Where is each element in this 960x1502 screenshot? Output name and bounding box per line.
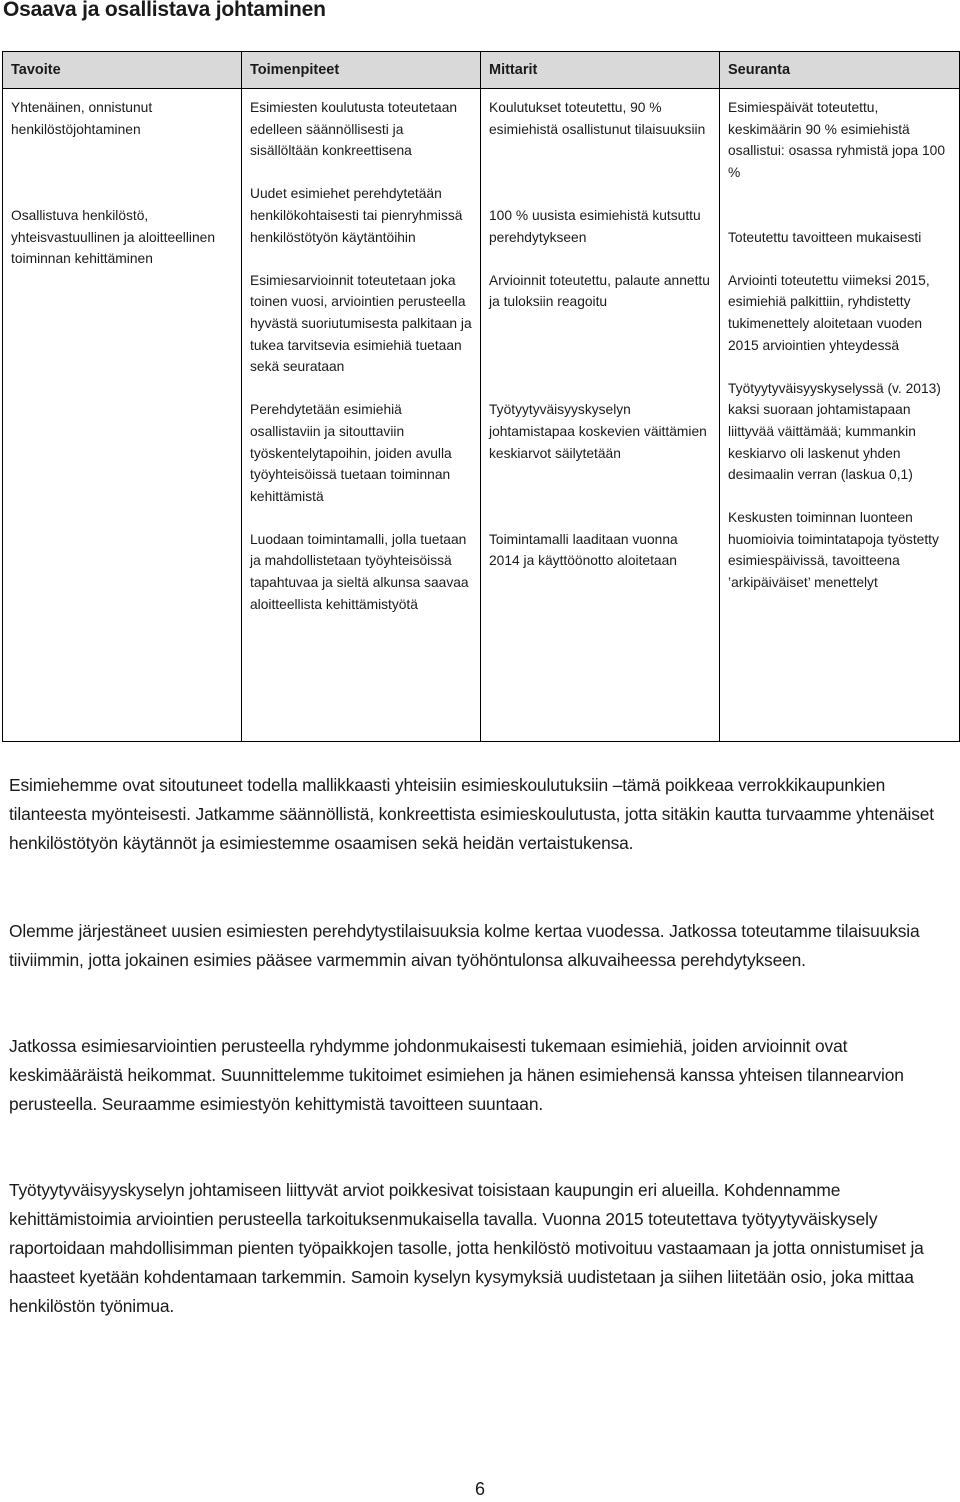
followup-text: Keskusten toiminnan luonteen huomioivia toimintatapoja työstetty esimiespäivissä, tavoitteena ’arkipäiväiset’ menettelyt: [728, 510, 939, 591]
body-paragraph: Esimiehemme ovat sitoutuneet todella mallikkaasti yhteisiin esimieskoulutuksiin –tämä poikkeaa verrokkikaupunkien tilanteesta myönteisesti. Jatkamme säännöllistä, konkreettista esimieskoulutusta, jotta sitäkin kautta turvaamme yhtenäiset henkilöstötyön käytännöt ja esimiestemme osaamisen sekä heidän vertaistukensa.: [9, 775, 934, 853]
followup-text: Esimiespäivät toteutettu, keskimäärin 90 % esimiehistä osallistui: osassa ryhmistä jopa 100 %: [728, 100, 946, 180]
action-plan-table: [2, 51, 960, 742]
header-followup: Seuranta: [720, 52, 960, 89]
table-header-row: [3, 52, 960, 89]
header-goal: Tavoite: [3, 52, 242, 89]
page-number: 6: [474, 1479, 485, 1499]
actions-cell: [242, 89, 481, 742]
measure-text: 100 % uusista esimiehistä kutsuttu perehdytykseen: [489, 207, 701, 245]
action-text: Luodaan toimintamalli, jolla tuetaan ja mahdollistetaan työyhteisöissä tapahtuvaa ja sieltä alkunsa saavaa aloitteellista kehittämistyötä: [250, 531, 469, 612]
body-paragraph: Olemme järjestäneet uusien esimiesten perehdytystilaisuuksia kolme kertaa vuodessa. Jatkossa toteutamme tilaisuuksia tiiviimmin, jotta jokainen esimies pääsee varmemmin aivan työhöntulonsa alkuvaiheessa perehdytykseen.: [9, 921, 920, 970]
measure-text: Toimintamalli laaditaan vuonna 2014 ja käyttöönotto aloitetaan: [489, 531, 678, 569]
measure-text: Arvioinnit toteutettu, palaute annettu ja tuloksiin reagoitu: [489, 272, 710, 310]
action-text: Esimiesarvioinnit toteutetaan joka toinen vuosi, arviointien perusteella hyvästä suoriutumisesta palkitaan ja tukea tarvitsevia esimiehiä tuetaan sekä seurataan: [250, 272, 472, 375]
followup-text: Toteutettu tavoitteen mukaisesti: [728, 229, 922, 245]
goal-cell: [3, 89, 242, 742]
table-row: [3, 89, 960, 742]
page-title: Osaava ja osallistava johtaminen: [3, 0, 326, 21]
body-paragraph: Jatkossa esimiesarviointien perusteella ryhdymme johdonmukaisesti tukemaan esimiehiä, joiden arvioinnit ovat keskimääräistä heikommat. Suunnittelemme tukitoimet esimiehen ja hänen esimiehensä kanssa yhteisen tilannearvion perusteella. Seuraamme esimiestyön kehittymistä tavoitteen suuntaan.: [9, 1036, 904, 1114]
measure-text: Työtyytyväisyyskyselyn johtamistapaa koskevien väittämien keskiarvot säilytetään: [489, 402, 707, 461]
followup-text: Työtyytyväisyyskyselyssä (v. 2013) kaksi suoraan johtamistapaan liittyvää väittämää; kummankin keskiarvo oli laskenut yhden desimaalin verran (laskua 0,1): [728, 380, 941, 483]
action-text: Uudet esimiehet perehdytetään henkilökohtaisesti tai pienryhmissä henkilöstötyön käytäntöihin: [250, 186, 463, 245]
header-actions: Toimenpiteet: [242, 52, 481, 89]
followup-cell: [720, 89, 960, 742]
goal-text: Osallistuva henkilöstö, yhteisvastuullinen ja aloitteellinen toiminnan kehittäminen: [11, 207, 216, 267]
action-text: Perehdytetään esimiehiä osallistaviin ja sitouttaviin työskentelytapoihin, joiden avulla työyhteisöissä tuetaan toiminnan kehittämistä: [250, 402, 452, 504]
goal-text: Yhtenäinen, onnistunut henkilöstöjohtaminen: [11, 100, 153, 137]
body-paragraph: Työtyytyväisyyskyselyn johtamiseen liittyvät arviot poikkesivat toisistaan kaupungin eri alueilla. Kohdennamme kehittämistoimia arviointien perusteella tarkoituksenmukaisella tavalla. Vuonna 2015 toteutettava työtyytyväiskysely raportoidaan mahdollisimman pienten työpaikkojen tasolle, jotta henkilöstö motivoituu vastaamaan ja jotta onnistumiset ja haasteet kyetään kohdentamaan tarkemmin. Samoin kyselyn kysymyksiä uudistetaan ja siihen liitetään osio, joka mittaa henkilöstön työnimua.: [9, 1180, 924, 1316]
header-measures: Mittarit: [481, 52, 720, 89]
measure-text: Koulutukset toteutettu, 90 % esimiehistä osallistunut tilaisuuksiin: [489, 100, 706, 137]
action-text: Esimiesten koulutusta toteutetaan edelleen säännöllisesti ja sisällöltään konkreettisena: [250, 100, 458, 159]
measures-cell: [481, 89, 720, 742]
followup-text: Arviointi toteutettu viimeksi 2015, esimiehiä palkittiin, ryhdistetty tukimenettely aloitetaan vuoden 2015 arviointien yhteydessä: [728, 272, 930, 353]
